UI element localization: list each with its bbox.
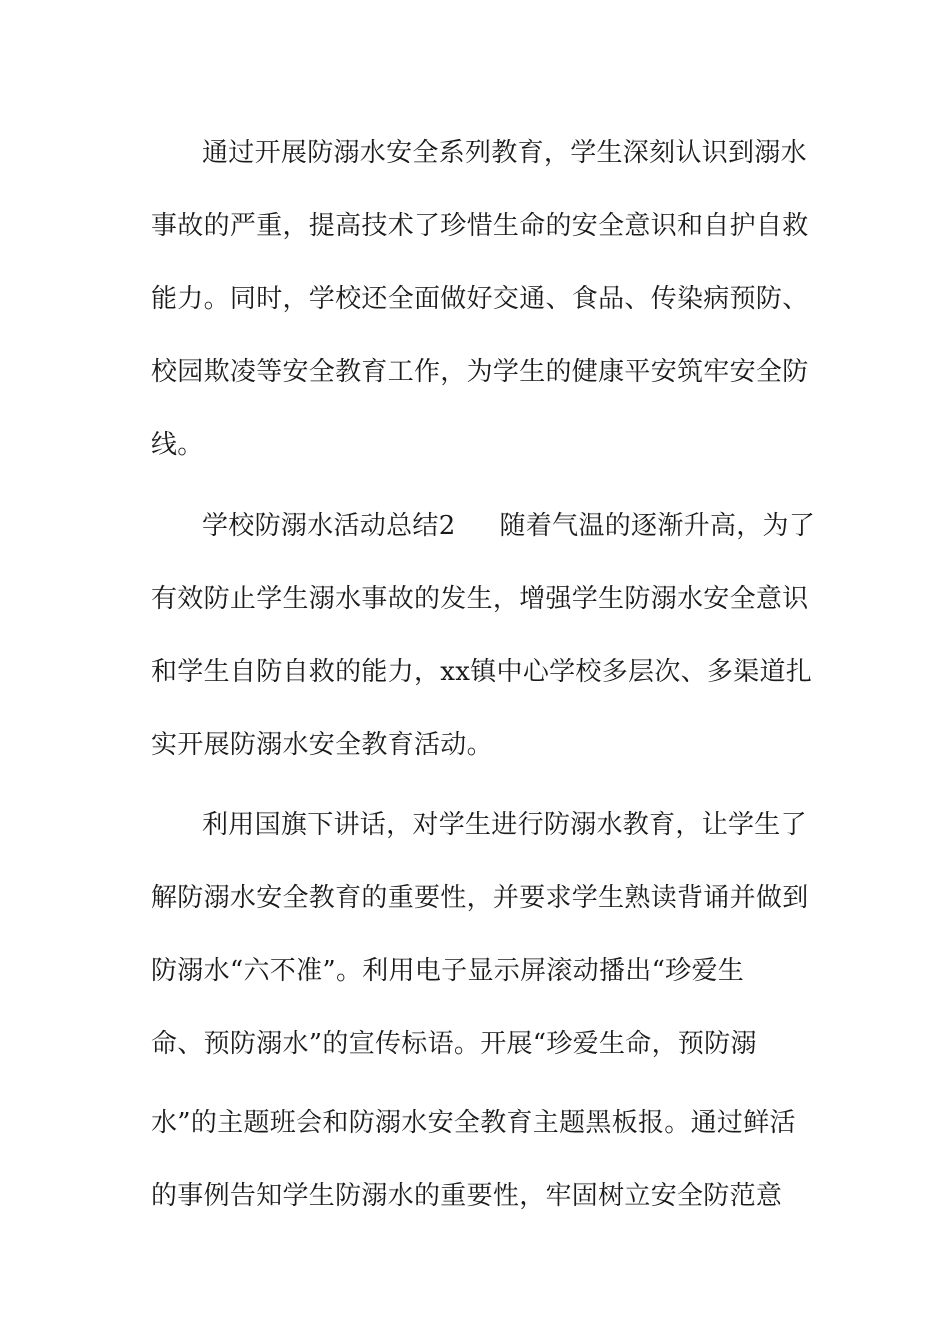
paragraph-1-line-5: 线。 xyxy=(151,430,204,460)
paragraph-1-line-2: 事故的严重，提高技术了珍惜生命的安全意识和自护自救 xyxy=(151,211,809,241)
paragraph-1-line-4: 校园欺凌等安全教育工作，为学生的健康平安筑牢安全防 xyxy=(151,357,809,387)
paragraph-2-line-2: 有效防止学生溺水事故的发生，增强学生防溺水安全意识 xyxy=(151,584,809,614)
paragraph-3-line-2: 解防溺水安全教育的重要性，并要求学生熟读背诵并做到 xyxy=(151,883,809,913)
paragraph-3-line-5: 水”的主题班会和防溺水安全教育主题黑板报。通过鲜活 xyxy=(151,1108,796,1138)
section-heading: 学校防溺水活动总结2 xyxy=(202,511,456,541)
paragraph-1-line-1: 通过开展防溺水安全系列教育，学生深刻认识到溺水 xyxy=(202,138,807,168)
paragraph-3-line-6: 的事例告知学生防溺水的重要性，牢固树立安全防范意 xyxy=(151,1181,783,1211)
paragraph-1-line-3: 能力。同时，学校还全面做好交通、食品、传染病预防、 xyxy=(151,284,809,314)
paragraph-2-line-4: 实开展防溺水安全教育活动。 xyxy=(151,730,493,760)
paragraph-3-line-1: 利用国旗下讲话，对学生进行防溺水教育，让学生了 xyxy=(202,810,807,840)
paragraph-2-line-1-text: 随着气温的逐渐升高，为了 xyxy=(499,511,816,541)
paragraph-3-line-3: 防溺水“六不准”。利用电子显示屏滚动播出“珍爱生 xyxy=(151,956,745,986)
paragraph-3-line-4: 命、预防溺水”的宣传标语。开展“珍爱生命，预防溺 xyxy=(151,1029,757,1059)
paragraph-2-line-3: 和学生自防自救的能力，xx镇中心学校多层次、多渠道扎 xyxy=(151,657,813,687)
paragraph-2-first-line xyxy=(202,509,815,543)
